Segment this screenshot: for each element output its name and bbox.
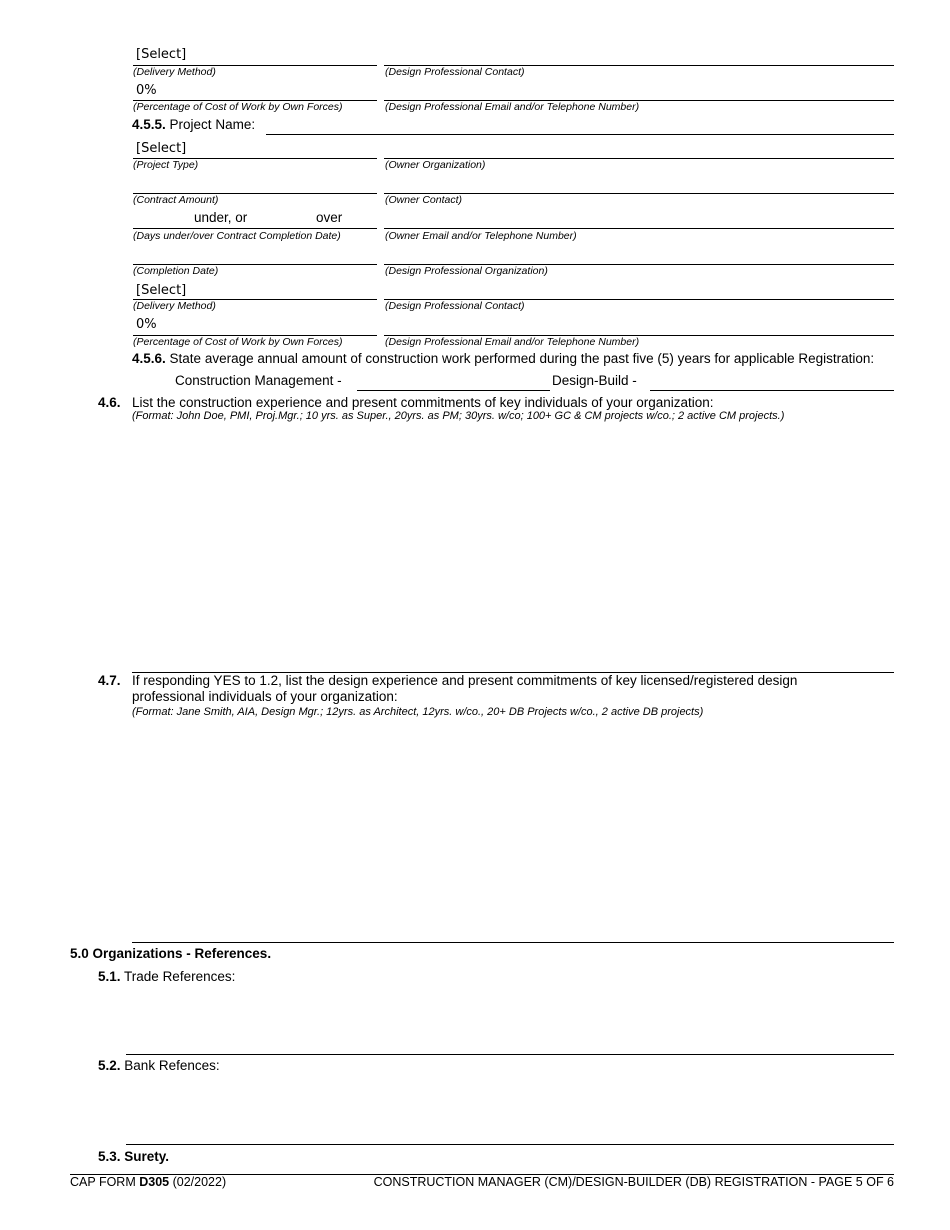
field-underline xyxy=(126,1054,894,1055)
section-text: Bank Refences: xyxy=(124,1058,220,1073)
section-4-7-number xyxy=(98,673,121,688)
design-build-amount-input[interactable] xyxy=(650,390,894,391)
completion-date-label: (Completion Date) xyxy=(133,265,219,277)
percentage-own-forces-label: (Percentage of Cost of Work by Own Forces) xyxy=(133,101,343,113)
project-type-select[interactable]: [Select] xyxy=(136,141,187,156)
section-number: 5.2. xyxy=(98,1058,121,1073)
footer-form-id xyxy=(70,1175,226,1189)
design-professionals-textarea[interactable] xyxy=(132,724,894,942)
project-name-input[interactable] xyxy=(266,134,894,135)
construction-management-label: Construction Management - xyxy=(175,373,342,388)
percentage-own-forces-input[interactable]: 0% xyxy=(136,83,157,98)
section-5-0-heading: 5.0 Organizations - References. xyxy=(70,946,272,961)
design-professional-contact-label: (Design Professional Contact) xyxy=(385,300,525,312)
section-4-7-text-line2: professional individuals of your organization: xyxy=(132,689,398,704)
design-professional-organization-label: (Design Professional Organization) xyxy=(385,265,548,277)
section-4-6-text: List the construction experience and present commitments of key individuals of your organization: xyxy=(132,395,714,410)
owner-contact-label: (Owner Contact) xyxy=(385,194,463,206)
section-number: 4.5.5. xyxy=(132,117,166,132)
section-number: 4.6. xyxy=(98,395,121,410)
footer-page-title: CONSTRUCTION MANAGER (CM)/DESIGN-BUILDER (DB) REGISTRATION - PAGE 5 OF 6 xyxy=(373,1175,894,1189)
footer-form-prefix: CAP FORM xyxy=(70,1175,140,1189)
percentage-own-forces-label: (Percentage of Cost of Work by Own Forces) xyxy=(133,336,343,348)
project-type-label: (Project Type) xyxy=(133,159,199,171)
days-over-text: over xyxy=(316,210,343,225)
section-4-6-number xyxy=(98,395,121,410)
trade-references-textarea[interactable] xyxy=(126,988,894,1054)
owner-email-label: (Owner Email and/or Telephone Number) xyxy=(385,230,577,242)
section-number: 5.3. xyxy=(98,1149,121,1164)
key-individuals-textarea[interactable] xyxy=(132,428,894,672)
section-4-7-text-line1: If responding YES to 1.2, list the design experience and present commitments of key licensed/registered design xyxy=(132,673,798,688)
section-text: Trade References: xyxy=(124,969,236,984)
section-5-2-heading xyxy=(98,1058,220,1073)
days-under-over-input[interactable] xyxy=(133,228,377,229)
days-under-text: under, or xyxy=(194,210,248,225)
section-title: Project Name: xyxy=(169,117,256,132)
field-underline xyxy=(132,942,894,943)
days-under-over-label: (Days under/over Contract Completion Date) xyxy=(133,230,341,242)
footer-form-code: D305 xyxy=(139,1175,170,1189)
owner-organization-label: (Owner Organization) xyxy=(385,159,486,171)
field-underline xyxy=(126,1144,894,1145)
section-4-7-format-hint: (Format: Jane Smith, AIA, Design Mgr.; 12yrs. as Architect, 12yrs. w/co., 20+ DB Projects w/co., 2 active DB projects) xyxy=(132,706,704,718)
section-number: 4.7. xyxy=(98,673,121,688)
design-professional-email-label: (Design Professional Email and/or Telephone Number) xyxy=(385,336,640,348)
section-5-3-heading xyxy=(98,1149,169,1164)
design-professional-email-label: (Design Professional Email and/or Telephone Number) xyxy=(385,101,640,113)
section-4-5-5-heading xyxy=(132,117,255,132)
section-4-6-format-hint: (Format: John Doe, PMI, Proj.Mgr.; 10 yrs. as Super., 20yrs. as PM; 30yrs. w/co; 100+ GC & CM projects w/co.; 2 active CM projects.) xyxy=(132,410,785,422)
contract-amount-label: (Contract Amount) xyxy=(133,194,219,206)
section-text: Surety. xyxy=(124,1149,170,1164)
percentage-own-forces-input[interactable]: 0% xyxy=(136,317,157,332)
section-text: State average annual amount of construction work performed during the past five (5) years for applicable Registration: xyxy=(169,351,875,366)
design-build-label: Design-Build - xyxy=(552,373,637,388)
section-4-5-6-question xyxy=(132,351,874,366)
bank-references-textarea[interactable] xyxy=(126,1076,894,1144)
construction-management-amount-input[interactable] xyxy=(357,390,550,391)
delivery-method-label: (Delivery Method) xyxy=(133,66,216,78)
owner-email-input[interactable] xyxy=(384,228,894,229)
delivery-method-select[interactable]: [Select] xyxy=(136,47,187,62)
section-5-1-heading xyxy=(98,969,235,984)
footer-form-date: (02/2022) xyxy=(169,1175,227,1189)
design-professional-contact-label: (Design Professional Contact) xyxy=(385,66,525,78)
section-number: 5.1. xyxy=(98,969,121,984)
section-number: 4.5.6. xyxy=(132,351,166,366)
delivery-method-select[interactable]: [Select] xyxy=(136,283,187,298)
delivery-method-label: (Delivery Method) xyxy=(133,300,216,312)
